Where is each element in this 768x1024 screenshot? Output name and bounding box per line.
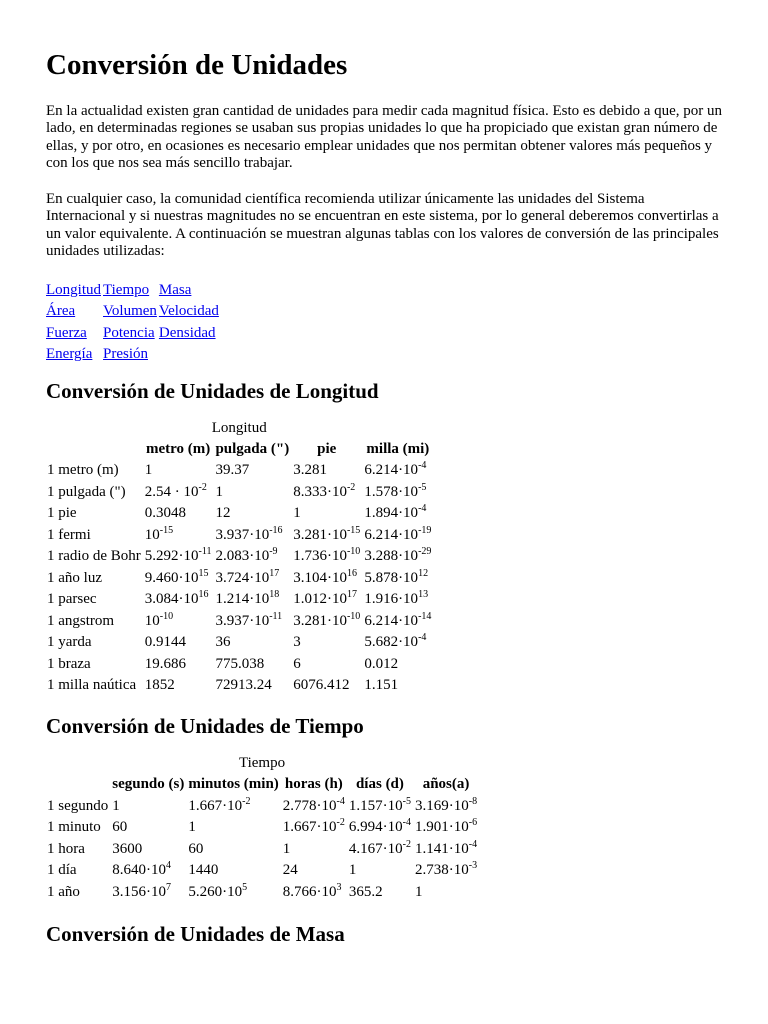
table-cell: $3.281\cdot 10^{-15}$ xyxy=(293,524,361,543)
table-row xyxy=(46,461,432,481)
table-row xyxy=(46,504,432,524)
table-cell: 72913.24 xyxy=(215,677,272,694)
table-cell: 1852 xyxy=(144,677,175,694)
table-row xyxy=(46,526,432,546)
table-cell: 775.038 xyxy=(215,655,265,672)
table-cell: 39.37 xyxy=(215,462,250,479)
section-link[interactable]: Presión xyxy=(103,346,148,363)
table-cell: $2.778\cdot 10^{-4}$ xyxy=(282,795,345,814)
section-link[interactable]: Fuerza xyxy=(46,324,87,341)
intro-paragraph-2: En cualquier caso, la comunidad científica recomienda utilizar únicamente las unidades del Sistema Internacional y si nuestras magnitudes no se encuentran en este sistema, por lo general deberemos convertirlas a un valor equivalente. A continuación se muestran algunas tablas con los valores de conversión de las principales unidades utilizadas: xyxy=(46,190,719,260)
table-cell: 60 xyxy=(188,840,204,857)
table-cell: 0.3048 xyxy=(144,505,186,522)
table-cell: 1 xyxy=(348,862,357,879)
table-cell: $2.54 \cdot 10^{-2}$ xyxy=(144,481,207,500)
table-cell: $1.916\cdot 10^{13}$ xyxy=(364,589,429,608)
links-cell xyxy=(103,281,157,301)
table-cell: $1.667\cdot 10^{-2}$ xyxy=(282,817,345,836)
row-label: 1 segundo xyxy=(47,797,109,814)
section-link[interactable]: Energía xyxy=(46,346,93,363)
table-cell: $3.104\cdot 10^{16}$ xyxy=(293,567,357,586)
column-header: segundo (s) xyxy=(112,776,185,793)
table-row xyxy=(46,483,432,503)
table-cell: 365.2 xyxy=(348,883,383,900)
column-header: horas (h) xyxy=(284,776,343,793)
table-cell: $10^{-10}$ xyxy=(144,610,174,629)
column-header xyxy=(46,440,142,460)
table-cell: 3600 xyxy=(112,840,143,857)
section-heading-longitud: Conversión de Unidades de Longitud xyxy=(46,378,379,403)
row-label: 1 pie xyxy=(47,505,77,522)
intro-paragraph-1: En la actualidad existen gran cantidad de unidades para medir cada magnitud física. Esto es debido a que, por un lado, en determinadas regiones se usaban sus propias unidades lo que ha propiciado que existan gran número de ellas, y por otro, en ocasiones es necesario emplear unidades que nos permitan obtener valores más pequeños y con los que nos sea más sencillo trabajar. xyxy=(46,102,723,172)
table-cell: 0.012 xyxy=(364,655,399,672)
row-label: 1 año luz xyxy=(47,569,102,586)
table-cell: $6.214\cdot 10^{-14}$ xyxy=(364,610,432,629)
longitud-table xyxy=(44,418,434,698)
table-row xyxy=(46,547,432,567)
longitud-table-caption: Longitud xyxy=(211,419,267,436)
column-header: días (d) xyxy=(355,776,404,793)
links-row xyxy=(46,281,219,301)
table-cell: 6 xyxy=(293,655,301,672)
table-cell: $5.878\cdot 10^{12}$ xyxy=(364,567,429,586)
table-cell: 6076.412 xyxy=(293,677,350,694)
column-header: años(a) xyxy=(422,776,470,793)
column-header: metro (m) xyxy=(145,440,211,457)
links-cell xyxy=(159,281,219,301)
row-label: 1 braza xyxy=(47,655,91,672)
links-cell xyxy=(159,345,219,365)
row-label: 1 radio de Bohr xyxy=(47,548,141,565)
row-label: 1 yarda xyxy=(47,634,92,651)
table-row xyxy=(46,569,432,589)
table-cell: $8.766\cdot 10^3$ xyxy=(282,881,342,900)
table-row xyxy=(46,861,478,881)
table-cell: $8.333\cdot 10^{-2}$ xyxy=(293,481,356,500)
table-cell: $3.169\cdot 10^{-8}$ xyxy=(414,795,478,814)
column-header: pie xyxy=(317,440,337,457)
table-cell: $1.157\cdot 10^{-5}$ xyxy=(348,795,411,814)
table-cell: $1.736\cdot 10^{-10}$ xyxy=(293,546,361,565)
column-header: minutos (min) xyxy=(188,776,279,793)
table-cell: 1440 xyxy=(188,862,219,879)
table-cell: $1.901\cdot 10^{-6}$ xyxy=(414,817,478,836)
row-label: 1 año xyxy=(47,883,80,900)
row-label: 1 fermi xyxy=(47,526,91,543)
links-cell xyxy=(103,345,157,365)
table-cell: 12 xyxy=(215,505,231,522)
links-row xyxy=(46,345,219,365)
links-row xyxy=(46,302,219,322)
column-header: milla (mi) xyxy=(366,440,430,457)
section-heading-masa: Conversión de Unidades de Masa xyxy=(46,922,345,947)
links-cell xyxy=(103,302,157,322)
section-link[interactable]: Potencia xyxy=(103,324,155,341)
table-cell: $5.682\cdot 10^{-4}$ xyxy=(364,632,427,651)
table-row xyxy=(46,655,432,675)
table-cell: $3.937\cdot 10^{-16}$ xyxy=(215,524,283,543)
table-cell: 3 xyxy=(293,634,301,651)
table-cell: 36 xyxy=(215,634,231,651)
table-row xyxy=(46,612,432,632)
tiempo-header-row xyxy=(46,775,478,795)
links-cell xyxy=(159,324,219,344)
tiempo-table-caption: Tiempo xyxy=(238,755,286,772)
table-cell: $3.724\cdot 10^{17}$ xyxy=(215,567,280,586)
table-cell: $1.141\cdot 10^{-4}$ xyxy=(414,838,478,857)
table-cell: $6.994\cdot 10^{-4}$ xyxy=(348,817,411,836)
longitud-header-row xyxy=(46,440,432,460)
table-cell: 1 xyxy=(112,797,120,814)
table-cell: 0.9144 xyxy=(144,634,186,651)
table-row xyxy=(46,633,432,653)
column-header: pulgada (") xyxy=(215,440,290,457)
table-cell: $3.288\cdot 10^{-29}$ xyxy=(364,546,432,565)
table-cell: 19.686 xyxy=(144,655,186,672)
links-cell xyxy=(103,324,157,344)
table-cell: 1 xyxy=(144,462,153,479)
section-link[interactable]: Masa xyxy=(158,281,192,298)
links-cell xyxy=(159,302,219,322)
table-cell: 1 xyxy=(414,883,423,900)
tiempo-table xyxy=(44,753,480,904)
links-row xyxy=(46,324,219,344)
table-row xyxy=(46,818,478,838)
table-cell: $8.640\cdot 10^4$ xyxy=(112,860,171,879)
section-link[interactable]: Densidad xyxy=(158,324,216,341)
page-title: Conversión de Unidades xyxy=(46,49,348,81)
table-cell: $9.460\cdot 10^{15}$ xyxy=(144,567,209,586)
table-cell: $3.084\cdot 10^{16}$ xyxy=(144,589,209,608)
table-cell: $1.214\cdot 10^{18}$ xyxy=(215,589,280,608)
table-cell: $4.167\cdot 10^{-2}$ xyxy=(348,838,411,857)
table-row xyxy=(46,676,432,696)
table-cell: $2.738\cdot 10^{-3}$ xyxy=(414,860,478,879)
table-cell: $6.214\cdot 10^{-4}$ xyxy=(364,460,427,479)
table-cell: $1.894\cdot 10^{-4}$ xyxy=(364,503,427,522)
table-row xyxy=(46,590,432,610)
table-cell: $1.012\cdot 10^{17}$ xyxy=(293,589,357,608)
table-cell: 1 xyxy=(282,840,291,857)
table-row xyxy=(46,797,478,817)
table-cell: 1 xyxy=(215,483,223,500)
row-label: 1 hora xyxy=(47,840,85,857)
row-label: 1 parsec xyxy=(47,591,97,608)
row-label: 1 día xyxy=(47,862,77,879)
table-cell: $5.292\cdot 10^{-11}$ xyxy=(144,546,212,565)
table-cell: $10^{-15}$ xyxy=(144,524,174,543)
links-cell xyxy=(46,324,101,344)
table-cell: 60 xyxy=(112,819,128,836)
table-cell: $1.578\cdot 10^{-5}$ xyxy=(364,481,427,500)
links-cell xyxy=(46,302,101,322)
section-heading-tiempo: Conversión de Unidades de Tiempo xyxy=(46,713,364,738)
table-cell: 24 xyxy=(282,862,298,879)
section-link[interactable]: Tiempo xyxy=(103,281,150,298)
table-cell: 1.151 xyxy=(364,677,399,694)
section-links-table xyxy=(44,279,221,367)
links-cell xyxy=(46,281,101,301)
table-cell: $3.937\cdot 10^{-11}$ xyxy=(215,610,283,629)
table-cell: $3.281\cdot 10^{-10}$ xyxy=(293,610,361,629)
section-link[interactable]: Área xyxy=(46,303,76,320)
table-cell: 3.281 xyxy=(293,462,327,479)
table-cell: 1 xyxy=(188,819,196,836)
links-cell xyxy=(46,345,101,365)
table-row xyxy=(46,840,478,860)
column-header xyxy=(46,775,109,795)
table-cell: $2.083\cdot 10^{-9}$ xyxy=(215,546,278,565)
row-label: 1 angstrom xyxy=(47,612,115,629)
table-cell: $1.667\cdot 10^{-2}$ xyxy=(188,795,251,814)
section-link[interactable]: Volumen xyxy=(103,303,157,320)
row-label: 1 minuto xyxy=(47,819,101,836)
table-cell: $6.214\cdot 10^{-19}$ xyxy=(364,524,432,543)
table-cell: 1 xyxy=(293,505,301,522)
row-label: 1 pulgada (") xyxy=(47,483,126,500)
table-cell: $3.156\cdot 10^7$ xyxy=(112,881,171,900)
table-cell: $5.260\cdot 10^5$ xyxy=(188,881,248,900)
section-link[interactable]: Longitud xyxy=(46,281,101,298)
row-label: 1 metro (m) xyxy=(47,462,119,479)
table-row xyxy=(46,883,478,903)
row-label: 1 milla naútica xyxy=(47,677,137,694)
section-link[interactable]: Velocidad xyxy=(158,303,219,320)
